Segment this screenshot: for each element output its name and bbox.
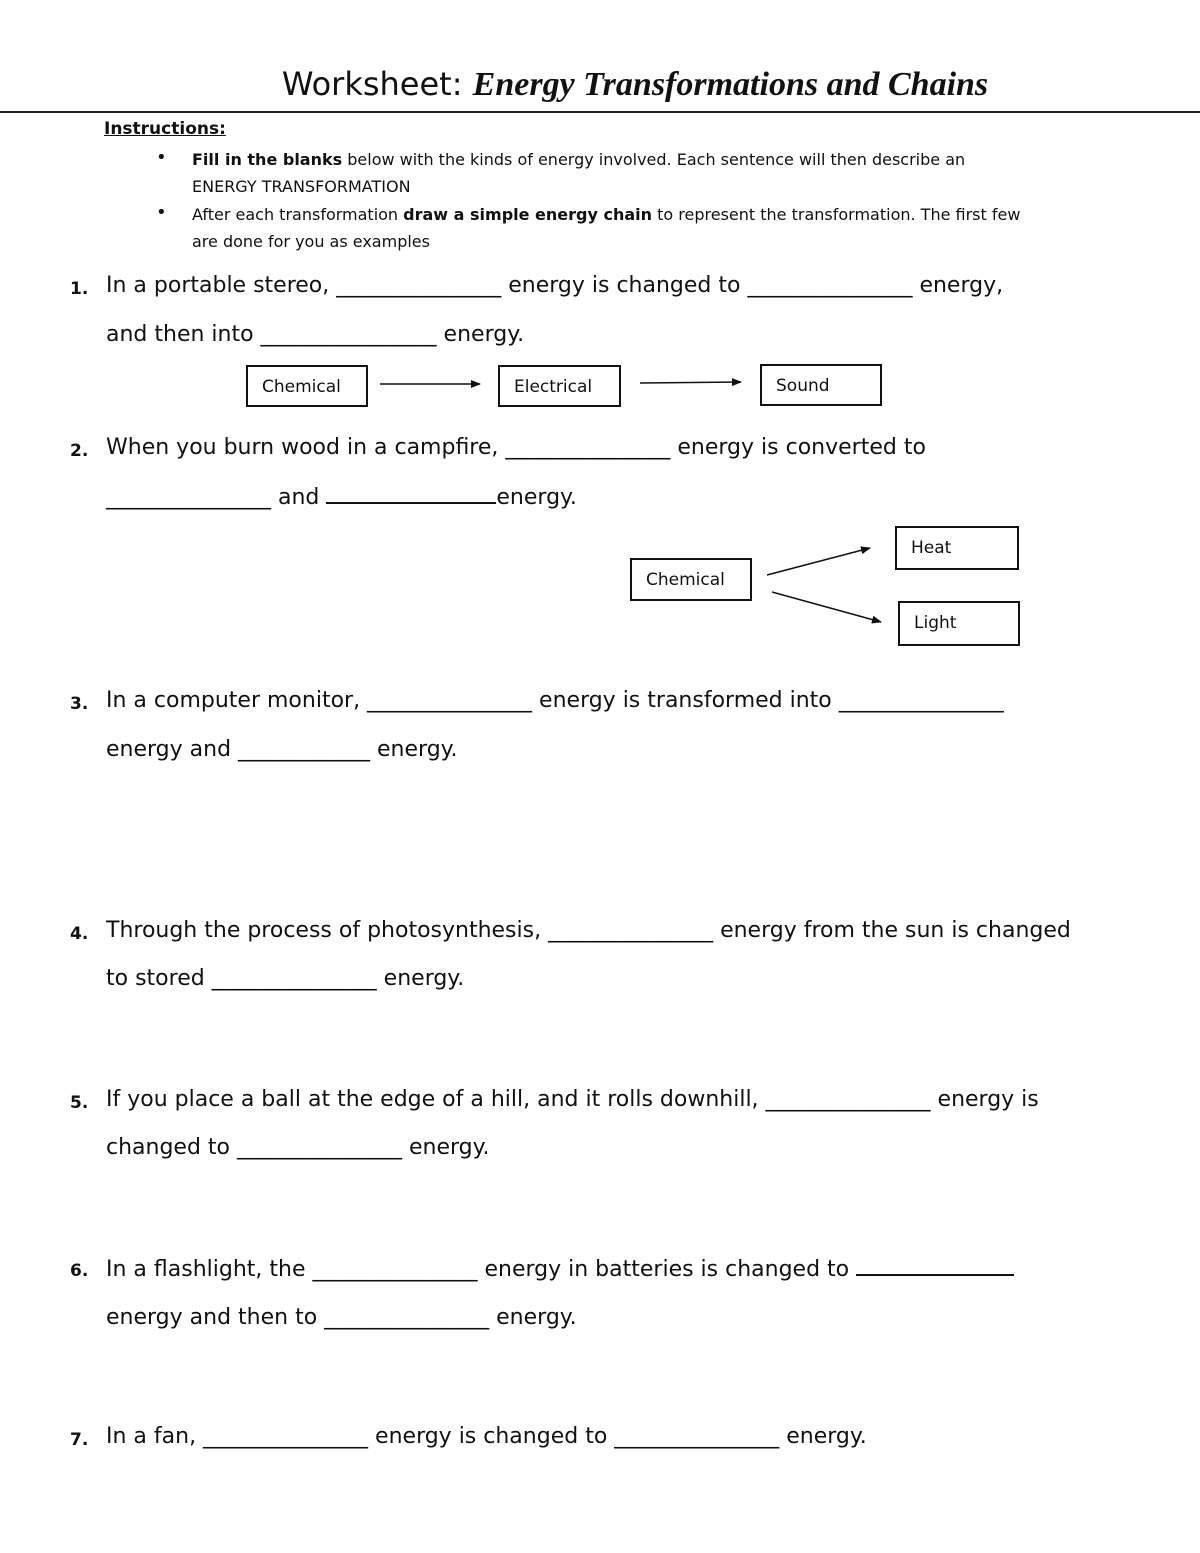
question-number: 2.	[70, 441, 89, 461]
instruction-bullet-1-text: below with the kinds of energy involved. Each sentence will then describe an	[342, 150, 966, 169]
bullet-dot: •	[156, 202, 167, 223]
question-5-line-2: changed to _______________ energy.	[106, 1135, 490, 1160]
question-7-line-1: In a fan, _______________ energy is changed to _______________ energy.	[106, 1424, 867, 1449]
title-rule	[0, 111, 1200, 113]
instruction-bullet-2-text-a: After each transformation	[192, 205, 404, 224]
question-number: 4.	[70, 924, 89, 944]
question-1-line-2: and then into ________________ energy.	[106, 322, 525, 347]
question-6-line-1-text: In a flashlight, the _______________ energy in batteries is changed to	[106, 1257, 857, 1282]
arrow-electrical-to-sound	[640, 382, 741, 383]
question-4-line-2: to stored _______________ energy.	[106, 966, 465, 991]
instruction-bullet-1-line2: ENERGY TRANSFORMATION	[192, 177, 411, 196]
question-2-line-2-b: energy.	[496, 485, 577, 510]
chain-box-sound: Sound	[760, 364, 882, 406]
question-4-line-1: Through the process of photosynthesis, _______________ energy from the sun is changed	[106, 918, 1071, 943]
instruction-bullet-2-line2: are done for you as examples	[192, 232, 430, 251]
instructions-heading: Instructions:	[104, 119, 226, 139]
answer-blank	[856, 1255, 1014, 1276]
question-number: 6.	[70, 1261, 89, 1281]
chain-box-electrical: Electrical	[498, 365, 621, 407]
question-2-line-1: When you burn wood in a campfire, _______________ energy is converted to	[106, 435, 926, 460]
question-2-line-2	[106, 483, 577, 511]
arrow-chemical-to-heat	[767, 548, 870, 575]
question-6-line-2: energy and then to _______________ energy.	[106, 1305, 577, 1330]
title-prefix: Worksheet:	[281, 65, 473, 103]
title-main: Energy Transformations and Chains	[472, 66, 989, 103]
chain-box-heat: Heat	[895, 526, 1019, 570]
question-3-line-1: In a computer monitor, _______________ energy is transformed into _______________	[106, 688, 1004, 713]
question-number: 3.	[70, 694, 89, 714]
question-5-line-1: If you place a ball at the edge of a hill, and it rolls downhill, _______________ energy is	[106, 1087, 1039, 1112]
question-number: 7.	[70, 1430, 89, 1450]
instruction-bullet-2-bold: draw a simple energy chain	[403, 205, 653, 224]
instruction-bullet-1-bold: Fill in the blanks	[192, 150, 343, 169]
bullet-dot: •	[156, 147, 167, 168]
question-3-line-2: energy and ____________ energy.	[106, 737, 458, 762]
chain-box-chemical: Chemical	[630, 558, 752, 601]
question-number: 5.	[70, 1093, 89, 1113]
question-1-line-1: In a portable stereo, _______________ energy is changed to _______________ energy,	[106, 273, 1004, 298]
page-title	[0, 64, 1200, 105]
question-6-line-1	[106, 1255, 1014, 1283]
instruction-bullet-2-text-b: to represent the transformation. The first few	[652, 205, 1021, 224]
arrow-chemical-to-light	[772, 592, 881, 622]
instruction-bullet-1	[192, 146, 965, 173]
chain-box-light: Light	[898, 601, 1020, 646]
chain-box-chemical: Chemical	[246, 365, 368, 407]
instruction-bullet-2	[192, 201, 1020, 228]
question-2-line-2-a: _______________ and	[106, 485, 327, 510]
question-number: 1.	[70, 279, 89, 299]
answer-blank	[326, 483, 496, 504]
